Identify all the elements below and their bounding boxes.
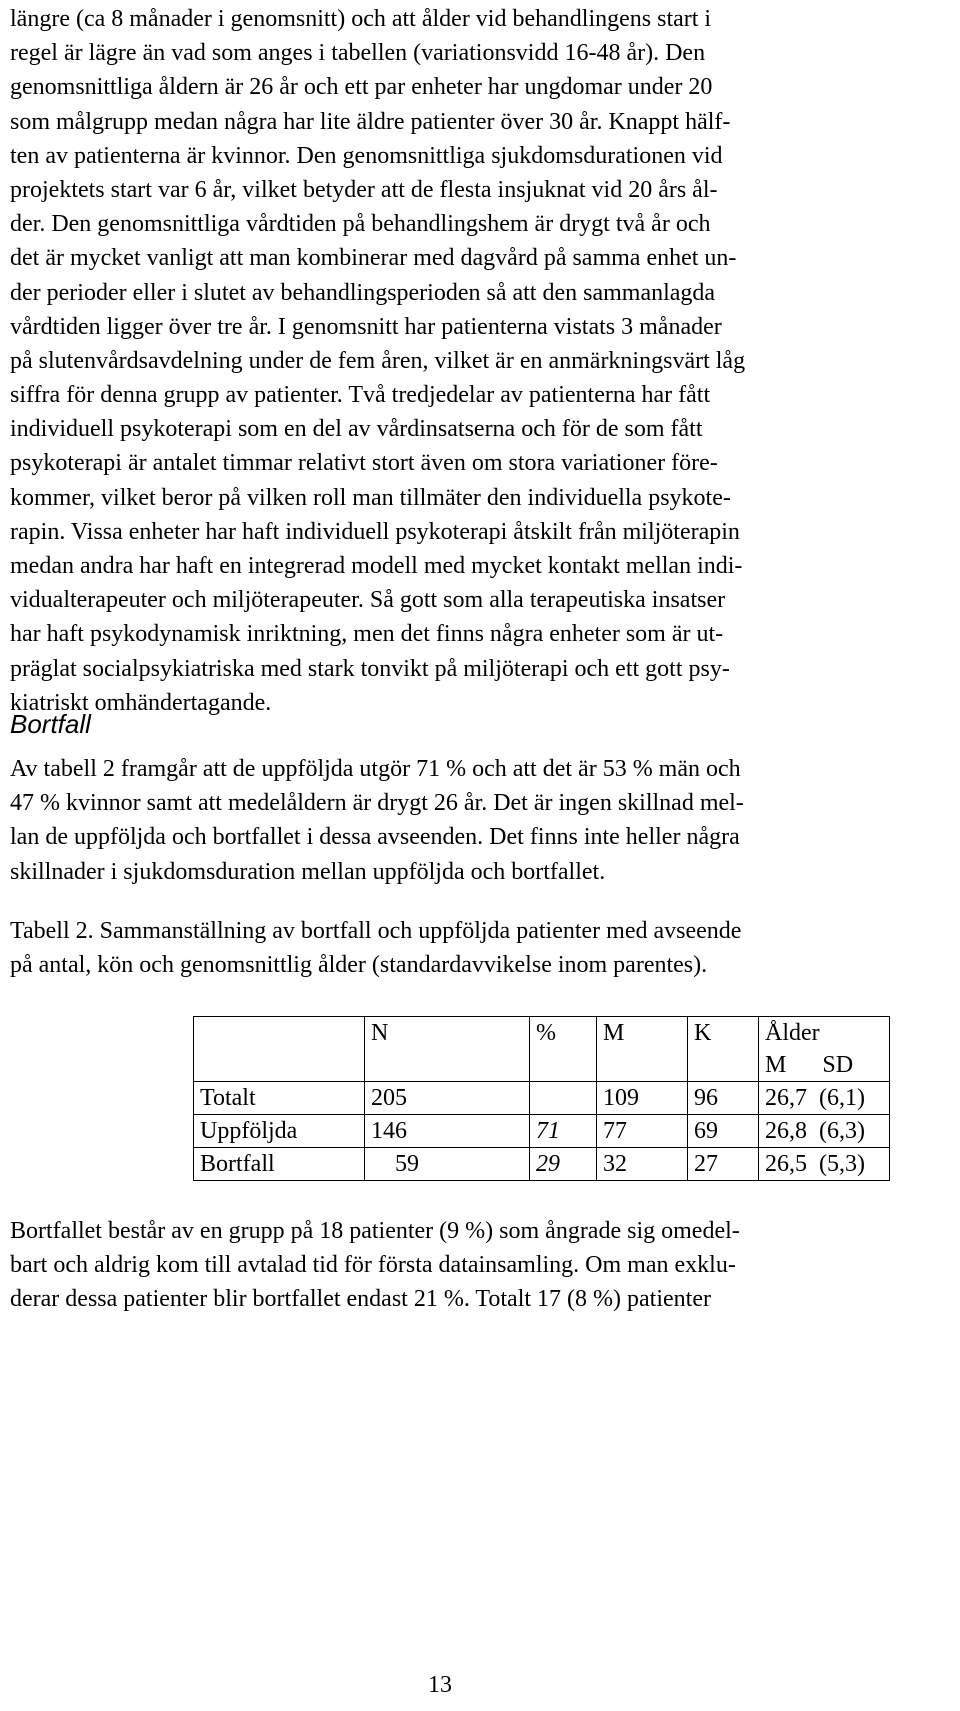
cell-m: 109 <box>597 1082 688 1115</box>
text-line: der. Den genomsnittliga vårdtiden på behandlingshem är drygt två år och <box>10 211 711 238</box>
text-line: på antal, kön och genomsnittlig ålder (standardavvikelse inom parentes). <box>10 952 708 979</box>
text-line: lan de uppföljda och bortfallet i dessa avseenden. Det finns inte heller några <box>10 824 740 851</box>
cell-age-sd: (6,1) <box>819 1085 865 1111</box>
table-row <box>194 1148 890 1181</box>
table-2 <box>193 1016 890 1181</box>
cell-age-mean: 26,8 <box>765 1118 807 1144</box>
text-line: medan andra har haft en integrerad modell med mycket kontakt mellan indi- <box>10 553 743 579</box>
header-k: K <box>688 1017 759 1082</box>
header-age <box>759 1017 890 1082</box>
text-line: regel är lägre än vad som anges i tabellen (variationsvidd 16-48 år). Den <box>10 40 706 67</box>
text-line: 47 % kvinnor samt att medelåldern är drygt 26 år. Det är ingen skillnad mel- <box>10 790 744 817</box>
text-line: rapin. Vissa enheter har haft individuell psykoterapi åtskilt från miljöterapin <box>10 518 740 545</box>
cell-age-mean: 26,5 <box>765 1151 807 1177</box>
text-line: Bortfallet består av en grupp på 18 patienter (9 %) som ångrade sig omedel- <box>10 1218 740 1244</box>
header-m: M <box>597 1017 688 1082</box>
cell-age-mean: 26,7 <box>765 1085 807 1111</box>
cell-percent <box>530 1082 597 1115</box>
cell-n-value: 59 <box>395 1151 419 1177</box>
text-line: vidualterapeuter och miljöterapeuter. Så gott som alla terapeutiska insatser <box>10 587 726 614</box>
table-header-row <box>194 1017 890 1082</box>
cell-k: 27 <box>688 1148 759 1181</box>
text-line: kommer, vilket beror på vilken roll man tillmäter den individuella psykote- <box>10 484 731 511</box>
text-line: som målgrupp medan några har lite äldre patienter över 30 år. Knappt hälf- <box>10 108 731 135</box>
cell-k: 96 <box>688 1082 759 1115</box>
header-age-label: Ålder <box>765 1020 820 1046</box>
text-line: det är mycket vanligt att man kombinerar med dagvård på samma enhet un- <box>10 245 737 272</box>
section-heading-bortfall: Bortfall <box>10 709 91 739</box>
text-line: har haft psykodynamisk inriktning, men det finns några enheter som är ut- <box>10 621 724 648</box>
text-line: individuell psykoterapi som en del av vårdinsatserna och för de som fått <box>10 416 703 443</box>
body-paragraph-3 <box>10 1214 878 1317</box>
cell-age <box>759 1082 890 1115</box>
text-line: bart och aldrig kom till avtalad tid för första datainsamling. Om man exklu- <box>10 1252 736 1279</box>
cell-percent: 29 <box>530 1148 597 1181</box>
table-row <box>194 1082 890 1115</box>
text-line: projektets start var 6 år, vilket betyder att de flesta insjuknat vid 20 års ål- <box>10 176 718 203</box>
text-line: skillnader i sjukdomsduration mellan uppföljda och bortfallet. <box>10 858 606 885</box>
text-line: genomsnittliga åldern är 26 år och ett par enheter har ungdomar under 20 <box>10 74 713 101</box>
text-line: präglat socialpsykiatriska med stark tonvikt på miljöterapi och ett gott psy- <box>10 655 730 682</box>
row-label: Totalt <box>194 1082 365 1115</box>
header-n: N <box>365 1017 530 1082</box>
text-line: Av tabell 2 framgår att de uppföljda utgör 71 % och att det är 53 % män och <box>10 756 741 782</box>
cell-age-sd: (6,3) <box>819 1118 865 1144</box>
text-line: der perioder eller i slutet av behandlingsperioden så att den sammanlagda <box>10 279 716 306</box>
text-line: psykoterapi är antalet timmar relativt stort även om stora variationer före- <box>10 450 718 477</box>
text-line: siffra för denna grupp av patienter. Två tredjedelar av patienterna har fått <box>10 382 711 409</box>
header-age-sub: M SD <box>765 1052 854 1078</box>
body-paragraph-1 <box>10 2 878 720</box>
text-line: derar dessa patienter blir bortfallet endast 21 %. Totalt 17 (8 %) patienter <box>10 1286 711 1313</box>
text-line: vårdtiden ligger över tre år. I genomsnitt har patienterna vistats 3 månader <box>10 313 722 340</box>
header-percent: % <box>530 1017 597 1082</box>
cell-m: 77 <box>597 1115 688 1148</box>
cell-percent: 71 <box>530 1115 597 1148</box>
text-line: ten av patienterna är kvinnor. Den genomsnittliga sjukdomsdurationen vid <box>10 142 723 169</box>
row-label: Bortfall <box>194 1148 365 1181</box>
text-line: på slutenvårdsavdelning under de fem åren, vilket är en anmärkningsvärt låg <box>10 347 746 374</box>
header-blank-cell <box>194 1017 365 1082</box>
text-line: Tabell 2. Sammanställning av bortfall och uppföljda patienter med avseende <box>10 918 742 944</box>
body-paragraph-2 <box>10 752 878 889</box>
cell-age-sd: (5,3) <box>819 1151 865 1177</box>
page-number: 13 <box>428 1672 452 1698</box>
text-line: längre (ca 8 månader i genomsnitt) och att ålder vid behandlingens start i <box>10 6 712 32</box>
cell-age <box>759 1115 890 1148</box>
cell-age <box>759 1148 890 1181</box>
table-caption <box>10 914 878 982</box>
cell-n <box>365 1148 530 1181</box>
table-row <box>194 1115 890 1148</box>
text-line: kiatriskt omhändertagande. <box>10 689 272 716</box>
row-label: Uppföljda <box>194 1115 365 1148</box>
cell-n: 146 <box>365 1115 530 1148</box>
cell-m: 32 <box>597 1148 688 1181</box>
cell-n: 205 <box>365 1082 530 1115</box>
cell-k: 69 <box>688 1115 759 1148</box>
